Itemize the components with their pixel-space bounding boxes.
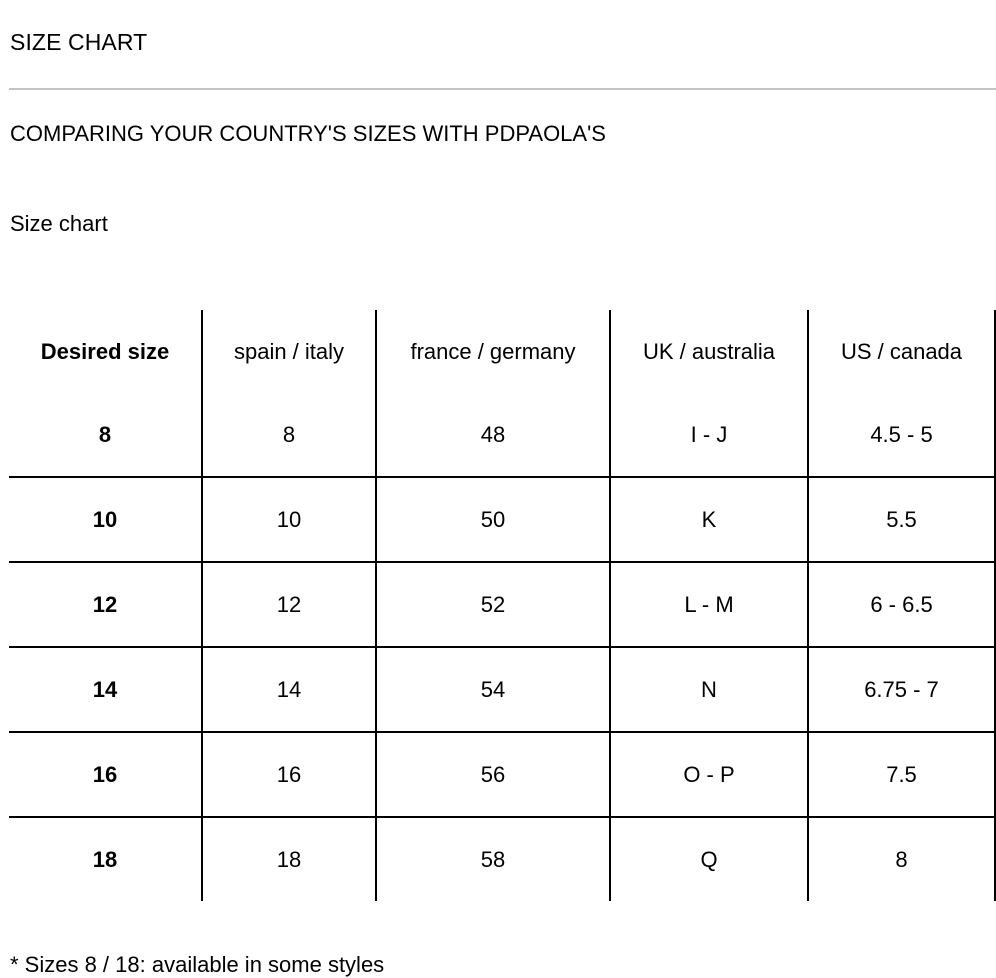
desired-size-cell: 10 [9, 477, 202, 562]
column-header-us-canada: US / canada [808, 310, 995, 393]
uk-australia-cell: N [610, 647, 808, 732]
table-row [9, 732, 995, 817]
size-table [9, 310, 996, 901]
footnote: * Sizes 8 / 18: available in some styles [10, 952, 385, 977]
france-germany-cell: 48 [376, 393, 610, 477]
uk-australia-cell: I - J [610, 393, 808, 477]
desired-size-cell: 16 [9, 732, 202, 817]
france-germany-cell: 52 [376, 562, 610, 647]
spain-italy-cell: 12 [202, 562, 376, 647]
uk-australia-cell: Q [610, 817, 808, 901]
france-germany-cell: 50 [376, 477, 610, 562]
us-canada-cell: 6.75 - 7 [808, 647, 995, 732]
us-canada-cell: 6 - 6.5 [808, 562, 995, 647]
us-canada-cell: 5.5 [808, 477, 995, 562]
page-subtitle: COMPARING YOUR COUNTRY'S SIZES WITH PDPAOLA'S [10, 121, 606, 146]
table-row [9, 477, 995, 562]
spain-italy-cell: 18 [202, 817, 376, 901]
table-row [9, 647, 995, 732]
table-row [9, 393, 995, 477]
desired-size-cell: 12 [9, 562, 202, 647]
uk-australia-cell: L - M [610, 562, 808, 647]
us-canada-cell: 4.5 - 5 [808, 393, 995, 477]
column-header-desired-size: Desired size [40, 338, 170, 364]
spain-italy-cell: 14 [202, 647, 376, 732]
uk-australia-cell: K [610, 477, 808, 562]
france-germany-cell: 58 [376, 817, 610, 901]
spain-italy-cell: 16 [202, 732, 376, 817]
france-germany-cell: 56 [376, 732, 610, 817]
column-header-uk-australia: UK / australia [610, 310, 808, 393]
uk-australia-cell: O - P [610, 732, 808, 817]
section-label: Size chart [10, 211, 108, 236]
france-germany-cell: 54 [376, 647, 610, 732]
column-header-spain-italy: spain / italy [202, 310, 376, 393]
table-row [9, 817, 995, 901]
desired-size-cell: 14 [9, 647, 202, 732]
page-title: SIZE CHART [10, 29, 148, 55]
column-header-france-germany: france / germany [376, 310, 610, 393]
desired-size-cell: 8 [9, 393, 202, 477]
table-row [9, 562, 995, 647]
us-canada-cell: 7.5 [808, 732, 995, 817]
spain-italy-cell: 10 [202, 477, 376, 562]
desired-size-cell: 18 [92, 846, 118, 872]
spain-italy-cell: 8 [202, 393, 376, 477]
us-canada-cell: 8 [808, 817, 995, 901]
divider [9, 88, 996, 90]
table-header-row [9, 310, 995, 393]
